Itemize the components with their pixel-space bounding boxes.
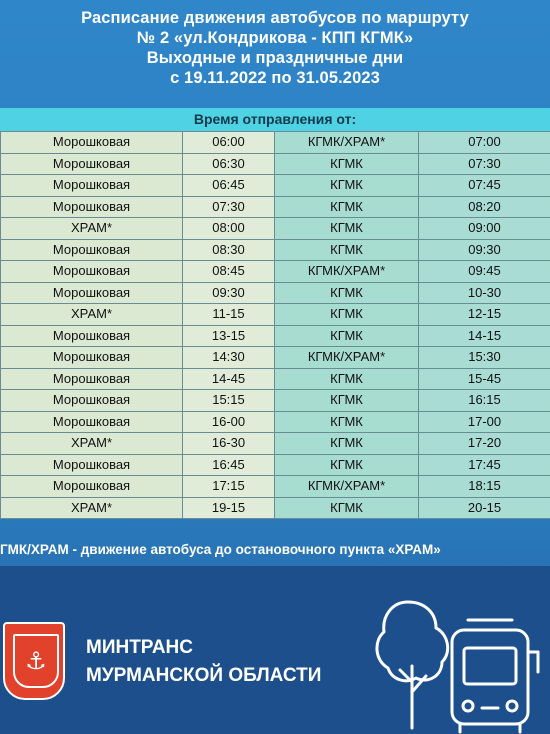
stop-origin-cell: Морошковая <box>1 132 183 154</box>
stop-origin-cell: Морошковая <box>1 390 183 412</box>
stop-origin-cell: ХРАМ* <box>1 433 183 455</box>
header-route: № 2 «ул.Кондрикова - КПП КГМК» <box>136 29 414 47</box>
stop-kgmk-cell: КГМК <box>275 390 419 412</box>
origin-time-cell: 06:30 <box>183 153 275 175</box>
brand-line-2: МУРМАНСКОЙ ОБЛАСТИ <box>86 665 322 686</box>
stop-origin-cell: Морошковая <box>1 347 183 369</box>
origin-time-cell: 16-30 <box>183 433 275 455</box>
origin-time-cell: 06:00 <box>183 132 275 154</box>
schedule-row <box>1 476 550 498</box>
stop-origin-cell: Морошковая <box>1 454 183 476</box>
kgmk-time-cell: 12-15 <box>419 304 550 326</box>
schedule-row <box>1 175 550 197</box>
schedule-row <box>1 196 550 218</box>
bus-icon <box>452 620 538 732</box>
schedule-row <box>1 153 550 175</box>
schedule-row <box>1 304 550 326</box>
kgmk-time-cell: 10-30 <box>419 282 550 304</box>
kgmk-time-cell: 15-45 <box>419 368 550 390</box>
tree-and-bus-illustration <box>372 596 544 734</box>
schedule-row <box>1 390 550 412</box>
origin-time-cell: 16-00 <box>183 411 275 433</box>
kgmk-time-cell: 07:00 <box>419 132 550 154</box>
coat-inner-frame <box>13 634 59 688</box>
stop-kgmk-cell: КГМК <box>275 196 419 218</box>
origin-time-cell: 08:00 <box>183 218 275 240</box>
schedule-row <box>1 325 550 347</box>
stop-kgmk-cell: КГМК <box>275 454 419 476</box>
stop-origin-cell: ХРАМ* <box>1 218 183 240</box>
origin-time-cell: 19-15 <box>183 497 275 519</box>
stop-kgmk-cell: КГМК/ХРАМ* <box>275 132 419 154</box>
stop-kgmk-cell: КГМК <box>275 433 419 455</box>
kgmk-time-cell: 09:45 <box>419 261 550 283</box>
schedule-row <box>1 411 550 433</box>
schedule-row <box>1 282 550 304</box>
origin-time-cell: 11-15 <box>183 304 275 326</box>
stop-kgmk-cell: КГМК <box>275 368 419 390</box>
origin-time-cell: 16:45 <box>183 454 275 476</box>
stop-kgmk-cell: КГМК <box>275 153 419 175</box>
schedule-body <box>1 132 550 519</box>
departure-header: Время отправления от: <box>0 108 550 131</box>
stop-origin-cell: Морошковая <box>1 476 183 498</box>
schedule-row <box>1 132 550 154</box>
header-day-type: Выходные и праздничные дни <box>146 49 404 67</box>
schedule-row <box>1 368 550 390</box>
schedule-row <box>1 239 550 261</box>
brand-line-1: МИНТРАНС <box>86 637 193 658</box>
stop-origin-cell: Морошковая <box>1 261 183 283</box>
stop-kgmk-cell: КГМК <box>275 411 419 433</box>
kgmk-time-cell: 09:00 <box>419 218 550 240</box>
murmansk-coat-of-arms-icon <box>3 622 65 700</box>
schedule-row <box>1 433 550 455</box>
origin-time-cell: 14:30 <box>183 347 275 369</box>
stop-origin-cell: Морошковая <box>1 325 183 347</box>
origin-time-cell: 06:45 <box>183 175 275 197</box>
origin-time-cell: 14-45 <box>183 368 275 390</box>
stop-kgmk-cell: КГМК/ХРАМ* <box>275 347 419 369</box>
kgmk-time-cell: 14-15 <box>419 325 550 347</box>
kgmk-time-cell: 07:45 <box>419 175 550 197</box>
kgmk-time-cell: 15:30 <box>419 347 550 369</box>
origin-time-cell: 17:15 <box>183 476 275 498</box>
stop-kgmk-cell: КГМК/ХРАМ* <box>275 476 419 498</box>
ministry-brand <box>86 634 321 690</box>
stop-origin-cell: Морошковая <box>1 196 183 218</box>
stop-origin-cell: ХРАМ* <box>1 497 183 519</box>
stop-origin-cell: Морошковая <box>1 282 183 304</box>
kgmk-time-cell: 07:30 <box>419 153 550 175</box>
schedule-row <box>1 347 550 369</box>
stop-origin-cell: ХРАМ* <box>1 304 183 326</box>
stop-origin-cell: Морошковая <box>1 153 183 175</box>
stop-kgmk-cell: КГМК <box>275 175 419 197</box>
stop-kgmk-cell: КГМК <box>275 497 419 519</box>
header-title: Расписание движения автобусов по маршруту <box>81 9 469 27</box>
kgmk-time-cell: 08:20 <box>419 196 550 218</box>
poster-header <box>0 0 550 108</box>
schedule-row <box>1 261 550 283</box>
schedule-row <box>1 218 550 240</box>
stop-origin-cell: Морошковая <box>1 239 183 261</box>
kgmk-time-cell: 17-00 <box>419 411 550 433</box>
schedule-table <box>0 131 550 519</box>
anchor-icon: ⚓ <box>25 647 47 675</box>
origin-time-cell: 08:30 <box>183 239 275 261</box>
stop-kgmk-cell: КГМК <box>275 218 419 240</box>
origin-time-cell: 15:15 <box>183 390 275 412</box>
legend-note: ГМК/ХРАМ - движение автобуса до остановочного пункта «ХРАМ» <box>0 542 441 557</box>
stop-kgmk-cell: КГМК <box>275 325 419 347</box>
kgmk-time-cell: 20-15 <box>419 497 550 519</box>
schedule-row <box>1 497 550 519</box>
origin-time-cell: 07:30 <box>183 196 275 218</box>
kgmk-time-cell: 18:15 <box>419 476 550 498</box>
kgmk-time-cell: 17-20 <box>419 433 550 455</box>
stop-kgmk-cell: КГМК/ХРАМ* <box>275 261 419 283</box>
origin-time-cell: 09:30 <box>183 282 275 304</box>
tree-icon <box>377 602 448 728</box>
kgmk-time-cell: 16:15 <box>419 390 550 412</box>
origin-time-cell: 13-15 <box>183 325 275 347</box>
stop-origin-cell: Морошковая <box>1 368 183 390</box>
stop-kgmk-cell: КГМК <box>275 304 419 326</box>
stop-kgmk-cell: КГМК <box>275 239 419 261</box>
schedule-row <box>1 454 550 476</box>
stop-origin-cell: Морошковая <box>1 411 183 433</box>
kgmk-time-cell: 17:45 <box>419 454 550 476</box>
origin-time-cell: 08:45 <box>183 261 275 283</box>
kgmk-time-cell: 09:30 <box>419 239 550 261</box>
stop-origin-cell: Морошковая <box>1 175 183 197</box>
header-date-range: с 19.11.2022 по 31.05.2023 <box>170 69 380 87</box>
stop-kgmk-cell: КГМК <box>275 282 419 304</box>
